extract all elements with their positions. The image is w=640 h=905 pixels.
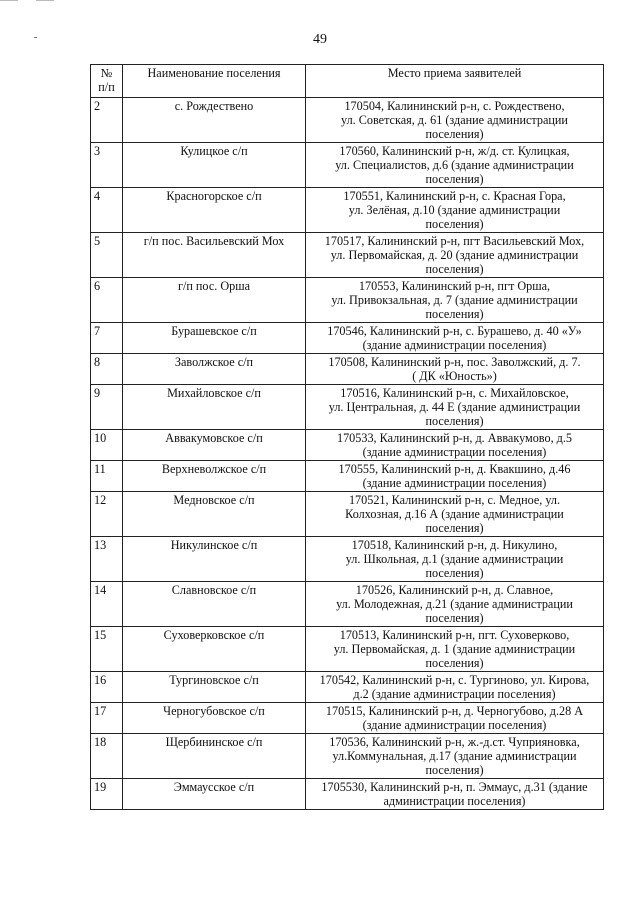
scan-edge-mark: [36, 0, 54, 1]
table-row: [91, 233, 604, 278]
row-number: 14: [91, 582, 123, 627]
row-number: 7: [91, 323, 123, 354]
row-number: 19: [91, 779, 123, 810]
settlement-name: Суховерковское с/п: [123, 627, 306, 672]
reception-address: 170536, Калининский р-н, ж.-д.ст. Чуприяновка, ул.Коммунальная, д.17 (здание администрации поселения): [306, 734, 604, 779]
table-row: [91, 323, 604, 354]
reception-address: 170551, Калининский р-н, с. Красная Гора, ул. Зелёная, д.10 (здание администрации поселения): [306, 188, 604, 233]
table-row: [91, 278, 604, 323]
settlement-name: Красногорское с/п: [123, 188, 306, 233]
row-number: 12: [91, 492, 123, 537]
table-row: [91, 779, 604, 810]
header-reception-place: Место приема заявителей: [306, 65, 604, 98]
settlement-name: Тургиновское с/п: [123, 672, 306, 703]
settlement-name: г/п пос. Васильевский Мох: [123, 233, 306, 278]
table-row: [91, 98, 604, 143]
row-number: 4: [91, 188, 123, 233]
settlement-name: Щербининское с/п: [123, 734, 306, 779]
settlement-name: Заволжское с/п: [123, 354, 306, 385]
row-number: 2: [91, 98, 123, 143]
reception-address: 170517, Калининский р-н, пгт Васильевский Мох, ул. Первомайская, д. 20 (здание администрации поселения): [306, 233, 604, 278]
reception-address: 170521, Калининский р-н, с. Медное, ул. Колхозная, д.16 А (здание администрации поселения): [306, 492, 604, 537]
settlement-name: Аввакумовское с/п: [123, 430, 306, 461]
scan-edge-mark: [0, 0, 18, 1]
table-row: [91, 627, 604, 672]
table-row: [91, 672, 604, 703]
settlement-name: Бурашевское с/п: [123, 323, 306, 354]
row-number: 8: [91, 354, 123, 385]
reception-address: 170553, Калининский р-н, пгт Орша, ул. Привокзальная, д. 7 (здание администрации поселения): [306, 278, 604, 323]
settlement-name: Верхневолжское с/п: [123, 461, 306, 492]
reception-address: 170546, Калининский р-н, с. Бурашево, д. 40 «У» (здание администрации поселения): [306, 323, 604, 354]
reception-address: 170515, Калининский р-н, д. Черногубово, д.28 А (здание администрации поселения): [306, 703, 604, 734]
row-number: 16: [91, 672, 123, 703]
reception-address: 170560, Калининский р-н, ж/д. ст. Кулицкая, ул. Специалистов, д.6 (здание администрации поселения): [306, 143, 604, 188]
row-number: 3: [91, 143, 123, 188]
table-row: [91, 703, 604, 734]
table-row: [91, 461, 604, 492]
reception-address: 170508, Калининский р-н, пос. Заволжский, д. 7. ( ДК «Юность»): [306, 354, 604, 385]
row-number: 17: [91, 703, 123, 734]
settlement-name: с. Рождествено: [123, 98, 306, 143]
reception-address: 170504, Калининский р-н, с. Рождествено, ул. Советская, д. 61 (здание администрации поселения): [306, 98, 604, 143]
table-body: [91, 98, 604, 810]
row-number: 9: [91, 385, 123, 430]
table-header-row: [91, 65, 604, 98]
settlement-name: Славновское с/п: [123, 582, 306, 627]
row-number: 6: [91, 278, 123, 323]
row-number: 10: [91, 430, 123, 461]
header-number: № п/п: [91, 65, 123, 98]
header-settlement-name: Наименование поселения: [123, 65, 306, 98]
settlement-name: Эммаусское с/п: [123, 779, 306, 810]
reception-address: 170555, Калининский р-н, д. Квакшино, д.46 (здание администрации поселения): [306, 461, 604, 492]
reception-address: 170516, Калининский р-н, с. Михайловское, ул. Центральная, д. 44 Е (здание администрации поселения): [306, 385, 604, 430]
row-number: 5: [91, 233, 123, 278]
settlement-name: Медновское с/п: [123, 492, 306, 537]
table-row: [91, 734, 604, 779]
reception-address: 170518, Калининский р-н, д. Никулино, ул. Школьная, д.1 (здание администрации поселения): [306, 537, 604, 582]
table-row: [91, 354, 604, 385]
settlement-name: Кулицкое с/п: [123, 143, 306, 188]
reception-address: 170542, Калининский р-н, с. Тургиново, ул. Кирова, д.2 (здание администрации поселения): [306, 672, 604, 703]
table-row: [91, 492, 604, 537]
table-row: [91, 537, 604, 582]
reception-address: 170526, Калининский р-н, д. Славное, ул. Молодежная, д.21 (здание администрации поселения): [306, 582, 604, 627]
table-row: [91, 582, 604, 627]
settlement-name: Черногубовское с/п: [123, 703, 306, 734]
table-row: [91, 143, 604, 188]
settlement-name: Никулинское с/п: [123, 537, 306, 582]
table-row: [91, 385, 604, 430]
settlement-name: г/п пос. Орша: [123, 278, 306, 323]
settlements-table: [90, 64, 604, 810]
table-row: [91, 188, 604, 233]
row-number: 11: [91, 461, 123, 492]
reception-address: 170513, Калининский р-н, пгт. Суховерково, ул. Первомайская, д. 1 (здание администрации поселения): [306, 627, 604, 672]
row-number: 18: [91, 734, 123, 779]
reception-address: 1705530, Калининский р-н, п. Эммаус, д.31 (здание администрации поселения): [306, 779, 604, 810]
table-row: [91, 430, 604, 461]
row-number: 15: [91, 627, 123, 672]
row-number: 13: [91, 537, 123, 582]
reception-address: 170533, Калининский р-н, д. Аввакумово, д.5 (здание администрации поселения): [306, 430, 604, 461]
settlement-name: Михайловское с/п: [123, 385, 306, 430]
page-number: 49: [313, 32, 327, 47]
